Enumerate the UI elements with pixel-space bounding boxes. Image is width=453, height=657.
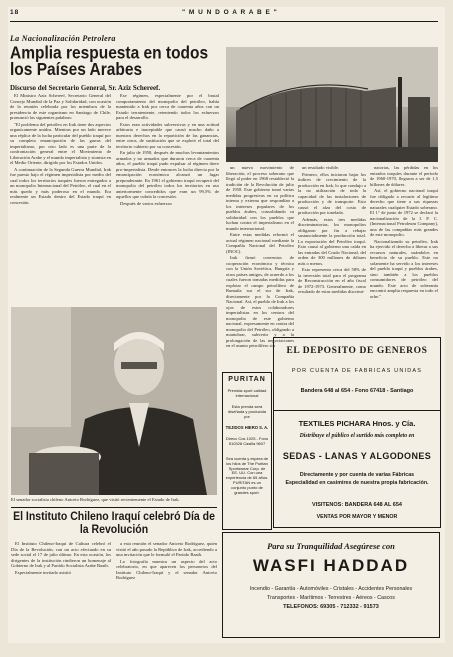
senator-portrait-illustration	[11, 307, 217, 495]
ad-puritan-line2: Esta prenda será diseñada y producida por	[227, 404, 267, 419]
ad-puritan-line1: Prendas sport calidad internacional	[227, 388, 267, 398]
ad-textiles-title: TEXTILES PICHARA Hnos. y Cía.	[298, 419, 416, 428]
ad-wasfi-haddad	[222, 532, 440, 638]
ad-textiles-line2: SEDAS - LANAS Y ALGODONES	[282, 451, 432, 461]
ad-textiles-line5: VISITENOS: BANDERA 648 AL 654	[312, 502, 402, 508]
senator-photo	[11, 307, 217, 495]
page-header	[10, 9, 438, 19]
ad-wasfi-name: WASFI HADDAD	[252, 556, 410, 575]
ad-puritan-line5: Sea cuenta y espera de los hilos de The Puritan Sportswear Corp. de EE. UU. Con una experiencia de 65 años. PURITAN es un conjunto punto de grandes sport.	[225, 456, 269, 495]
newspaper-page	[8, 7, 445, 643]
second-article-column-2: a esta reunión el senador Aniceto Rodríguez, quien visitó el año pasado la República de Irak, accediendo a una invitación que le formuló el Partido Baath. Lo fotografía muestra un aspecto del acto celebratorio, en que aparecen los personeros del Instituto Chileno-Iraquí y el senador Aniceto Rodríguez	[116, 541, 217, 580]
ad-wasfi-line3: Transportes - Marítimos - Terrestres - Aéreos - Cascos	[267, 595, 395, 601]
article-kicker: La Nacionalización Petrolera	[10, 34, 116, 43]
ad-textiles-line3: Directamente y por cuenta de varias Fábricas	[299, 472, 415, 478]
ad-deposito-generos	[273, 337, 441, 411]
article-column-1: El Ministro Aziz Schereef, Secretario General del Consejo Mundial de la Paz y Solidaridad, con ocasión de la reunión celebrada por los miembros de la presidencia de este organismo en Santiago de Chile, pronunció las siguientes palabras: "El problema del petróleo en Irak tiene dos aspectos organicamente unidos. Mientras por un lado merece una réplica de la lucha particular del pueblo iraquí por su completa emancipación de las garras del imperialismo, por otro lado es una parte de la confrontación general entre el Movimiento de Liberación Arabe y el mundo imperialista y sionista en el Medio Oriente, dirigido por los Estados Unidos. A continuación de la Segunda Guerra Mundial, Irak fue puesto bajo el régimen imperialista por medio del cual todos los territorios iraquíes fueron entregados a un monopolio Internacional del Petróleo, el cual en el más quedo y más poderoso en el mundo. Era realmente un Estado dentro del Estado iraquí en concesión.	[10, 93, 111, 205]
ad-deposito-address: Bandera 648 al 654 - Fono 67418 - Santiago	[300, 388, 414, 394]
second-article-column-1: El Instituto Chileno-Iraquí de Cultura celebró el Día de la Revolución, con un acto efectuado en su sede social el 17 de julio último. En esta ocasión, los dirigentes de la institución rindieron un homenaje al Gobierno de Irak y al Partido Socialista Arabe Baath. Especialmente invitado asistió	[11, 541, 111, 575]
ad-deposito-subtitle: POR CUENTA DE FABRICAS UNIDAS	[291, 368, 423, 374]
caption-rule	[11, 507, 217, 508]
ad-puritan-line3: TEJIDOS HIERO S. A.	[225, 425, 269, 430]
header-rule	[10, 21, 438, 22]
ad-textiles-pichara	[273, 410, 441, 528]
second-article-headline: El Instituto Chileno Iraquí celebró Día de la Revolución	[13, 509, 215, 536]
ad-wasfi-line2: Incendio - Garantía - Automóviles - Cristales - Accidentes Personales	[249, 586, 413, 592]
photo-caption: El senador socialista chileno Aniceto Rodríguez, que visitó recientemente el Estado de Irak.	[11, 497, 180, 502]
article-column-4: un resultado visible. Primero, ellos iniciaron bajar los índices de crecimiento de la producción en Irak, lo que condujo a la no utilización de toda la capacidad de las instalaciones de producción y de transporte. Esto causó el alza del costo de producción por tonelada. Además, estos tres medidas discriminatorias, los monopolios obligaron por fin a rebajar sustancialmente la producción total. La exportación del Petróleo iraquí. Esto causó al gobierno una caída en las entradas del Crudo Nacional, del orden de 300 millones de dólares más o menos. Esto representa cerca del 58% de la inversión total para el programa de Reconstrucción en el año fiscal de 1972-1973. Generalmente, como resultado de estas medidas discrimi-	[298, 165, 366, 294]
oil-facility-illustration	[226, 47, 438, 162]
ad-wasfi-line1: Para su Tranquilidad Asegúrese con	[267, 541, 395, 551]
page-number: 18	[10, 9, 20, 16]
ad-deposito-title: EL DEPOSITO DE GENEROS	[286, 346, 428, 356]
ad-puritan-line4: Direcc Cos 1025 - Fono 510328 Casilla 9607	[225, 436, 269, 446]
ad-textiles-line1: Distribuye el público el surtido más completo en	[299, 433, 415, 439]
masthead: " M U N D O A R A B E "	[182, 9, 278, 16]
article-deck: Discurso del Secretario General, Sr. Aziz Schereef.	[10, 84, 161, 92]
ad-textiles-line4: Especialidad en casimires de nuestra propia fabricación.	[285, 480, 429, 486]
article-column-2: Ese régimen, especialmente por el brutal comportamiento del monopolio del petróleo, había mantenido a Irak por cerca de cuarenta años con un Estado terrateniente, reteniendo todos los esfuerzos para el desarrollo. Estos eran actividades subversivas y en una actitud arbitraria e inaceptable que causó mucho daño a nuestros derechos en la repartición de las ganancias, entre otros, de sustitución que se explotó el total del territorio cubierto por su concesión. En julio de 1958, después de muchos levantamientos armados y no armados que duraron cerca de cuarenta años, el pueblo iraquí pudo expulsar al régimen títere pro-imperialista. Desde entonces la lucha directa por la emancipación económica alcanzó un lugar preponderante. En 1961 el gobierno iraquí recuperó del monopolio del petróleo todos los territorios en uso anteriormente concedidos que eran un 99,5% de aquellos que cubría la concesión. Después de varios esfuerzos	[116, 93, 219, 206]
ad-wasfi-line4: TELEFONOS: 69305 - 712332 - 91573	[283, 604, 379, 610]
article-column-5: natorias, las pérdidas en los entrados iraquíes durante el período de 1960-1970, llegaron a ser de 1,5 billones de dólares. Así, el gobierno nacional iraquí fue obligado a recurrir al legítimo derecho que tiene a sus riquezas naturales cualquier Estado soberano. El 1° de junio de 1972 se declaró la nacionalización de la I. P. C. (Internacional Petroleum Company), una de las compañías más grandes de este monopolio. Nacionalizando su petróleo, Irak ha ejercido el derecho a liberar a sus recursos naturales, usándolos en beneficio de su pueblo. Este no solamente ha servido a los intereses del pueblo iraquí y pueblos árabes, sino también a los pueblos consumidores de petróleo del mundo. Este acto de soberanía encontró amplia respuesta en todo el orbe."	[370, 165, 438, 299]
article-headline: Amplia respuesta en todos los Países Arabes	[10, 43, 209, 80]
ad-textiles-line6: VENTAS POR MAYOR Y MENOR	[316, 514, 398, 520]
article-column-3: un nuevo movimiento de liberación, el proceso soberano que llegó al poder en 1968 restableció la tradición de la Revolución de julio de 1958. Este gobierno tomó varias medidas progresivas en su política interna y externa que respondían a los intereses populares de los pueblos árabes, consolidando su solidaridad con los pueblos que luchan contra el imperialismo en el mundo internacional. Entre estas medidas reformó el actual régimen nacional mediante la Compañía Nacional del Petróleo (INOC). Irak firmó convenios de cooperación económica y técnica con la Unión Soviética, Hungría y otros países amigos, de acuerdo a los cuales fueron tomadas medidas para explotar el campo petrolífero de Rumaila sur el sur de Irak, directamente por la Compañía Nacional. Así, el pueblo de Irak a los ojos de estos colaboradores imperialistas en los centros del monopolio de este gobierno nacional, expresamente en contra del monopolio del Petróleo, obligando a maniobrar, subvertir y a la prolongación de las negociaciones en el asunto petrolífero sin	[226, 165, 294, 348]
ad-puritan-title: PURITAN	[228, 376, 266, 383]
oil-facility-photo	[226, 47, 438, 162]
ad-puritan	[222, 372, 272, 530]
